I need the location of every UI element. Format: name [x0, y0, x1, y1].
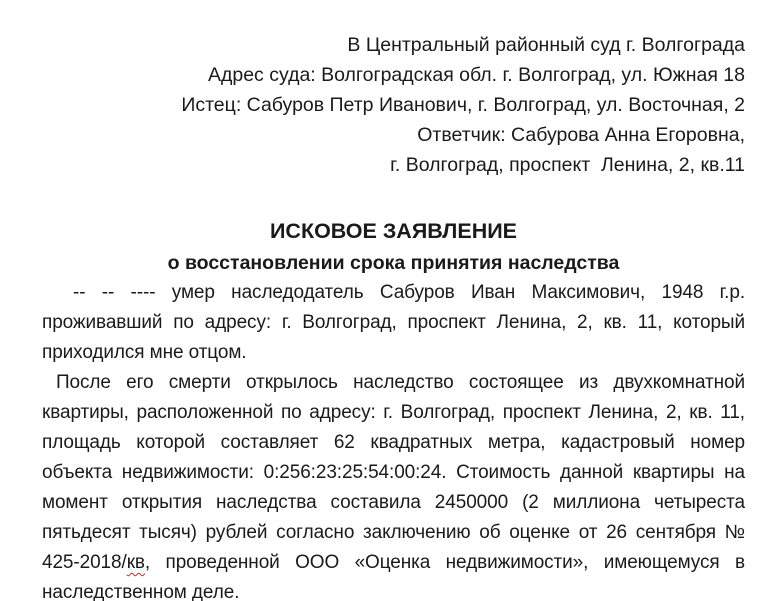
document-subtitle: о восстановлении срока принятия наследства	[167, 252, 620, 274]
paragraph-inheritance-part2: , проведенной ООО «Оценка недвижимости», имеющемуся в наследственном деле.	[42, 552, 745, 601]
court-name-line: В Центральный районный суд г. Волгограда	[347, 34, 745, 56]
court-header-block	[42, 30, 745, 180]
paragraph-inheritance	[42, 368, 745, 601]
court-address-line: Адрес суда: Волгоградская обл. г. Волгоград, ул. Южная 18	[207, 64, 745, 86]
misspelled-word: кв	[126, 552, 145, 573]
plaintiff-line: Истец: Сабуров Петр Иванович, г. Волгоград, ул. Восточная, 2	[181, 94, 745, 116]
defendant-address-line: г. Волгоград, проспект Ленина, 2, кв.11	[390, 154, 745, 176]
paragraph-inheritance-part1: После его смерти открылось наследство состоящее из двухкомнатной квартиры, расположенной по адресу: г. Волгоград, проспект Ленина, 2, кв. 11, площадь которой составляет 62 квадратных метра, кадастровый номер объекта недвижимости: 0:256:23:25:54:00:24. Стоимость данной квартиры на момент открытия наследства составила 2450000 (2 миллиона четыреста пятьдесят тысяч) рублей согласно заключению об оценке от 26 сентября № 425-2018/	[42, 372, 745, 573]
defendant-line: Ответчик: Сабурова Анна Егоровна,	[417, 124, 745, 146]
document-title: ИСКОВОЕ ЗАЯВЛЕНИЕ	[269, 219, 518, 243]
paragraph-testator: -- -- ---- умер наследодатель Сабуров Иван Максимович, 1948 г.р. проживавший по адресу: г. Волгоград, проспект Ленина, 2, кв. 11, который приходился мне отцом.	[42, 282, 745, 363]
